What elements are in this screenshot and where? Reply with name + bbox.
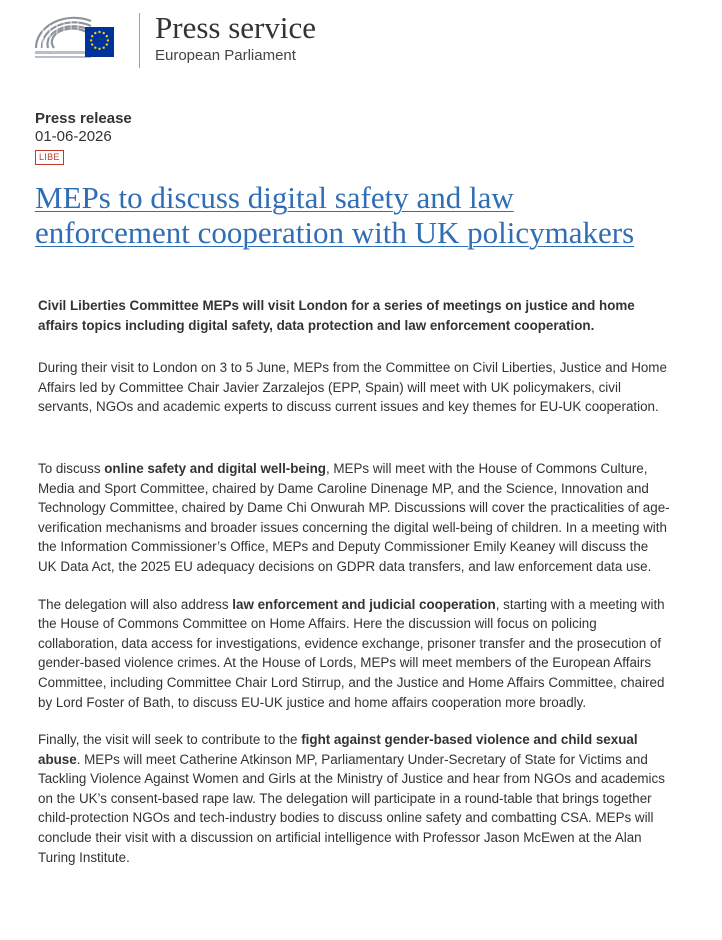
paragraph-online-safety xyxy=(38,459,670,577)
paragraph-gender-violence xyxy=(38,730,670,867)
paragraph-visit-overview: During their visit to London on 3 to 5 June, MEPs from the Committee on Civil Liberties, Justice and Home Affairs led by Committee Chair Javier Zarzalejos (EPP, Spain) will meet with UK policymakers, civil servants, NGOs and academic experts to discuss current issues and key themes for EU-UK cooperation. xyxy=(38,360,667,415)
page-header xyxy=(0,0,722,80)
paragraph-highlight: law enforcement and judicial cooperation xyxy=(232,596,496,612)
paragraph-highlight: online safety and digital well-being xyxy=(104,460,326,476)
article-headline[interactable]: MEPs to discuss digital safety and law enforcement cooperation with UK policymakers xyxy=(35,180,635,250)
paragraph-text: The delegation will also address xyxy=(38,596,233,612)
paragraph-text: Finally, the visit will seek to contribute to the xyxy=(38,732,302,748)
committee-tag[interactable]: LIBE xyxy=(35,150,64,165)
document-type: Press release xyxy=(35,110,132,127)
header-title[interactable]: Press service xyxy=(155,10,316,45)
paragraph-text: , MEPs will meet with the House of Commons Culture, Media and Sport Committee, chaired by Dame Caroline Dinenage MP, and the Science, Innovation and Technology Committee, chaired by Dame Chi Onwurah MP. Discussions will cover the practicalities of age-verification mechanisms and broader issues concerning the digital well-being of children. In a meeting with the Information Commissioner’s Office, MEPs and Deputy Commissioner Emily Keaney will discuss the UK Data Act, the 2025 EU adequacy decisions on GDPR data transfers, and law enforcement data use. xyxy=(38,460,670,574)
press-meta xyxy=(35,109,132,165)
paragraph-text: To discuss xyxy=(38,460,105,476)
paragraph-text: . MEPs will meet Catherine Atkinson MP, Parliamentary Under-Secretary of State for Victims and Tackling Violence Against Women and Girls at the Ministry of Justice and hear from NGOs and academics on the UK’s consent-based rape law. The delegation will participate in a round-table that brings together child-protection NGOs and tech-industry bodies to discuss online safety and combatting CSA. MEPs will conclude their visit with a discussion on artificial intelligence with Professor Jason McEwen at the Alan Turing Institute. xyxy=(38,751,665,865)
paragraph-text: , starting with a meeting with the House of Commons Committee on Home Affairs. Here the discussion will focus on policing collaboration, data access for investigations, evidence exchange, prisoner transfer and the prosecution of gender-based violence crimes. At the House of Lords, MEPs will meet members of the European Affairs Committee, including Committee Chair Lord Stirrup, and the Justice and Home Affairs Committee, chaired by Lord Foster of Bath, to discuss EU-UK justice and home affairs cooperation more broadly. xyxy=(38,596,665,710)
header-subtitle: European Parliament xyxy=(155,47,296,64)
paragraph-law-enforcement xyxy=(38,595,670,713)
publication-date: 01-06-2026 xyxy=(35,128,112,145)
european-parliament-logo-icon[interactable] xyxy=(33,15,115,63)
article-lead: Civil Liberties Committee MEPs will visit London for a series of meetings on justice and home affairs topics including digital safety, data protection and law enforcement cooperation. xyxy=(38,298,635,333)
header-divider xyxy=(139,13,140,68)
paragraph-highlight: fight against gender-based violence and child sexual abuse xyxy=(38,732,638,767)
article-body xyxy=(38,296,670,867)
